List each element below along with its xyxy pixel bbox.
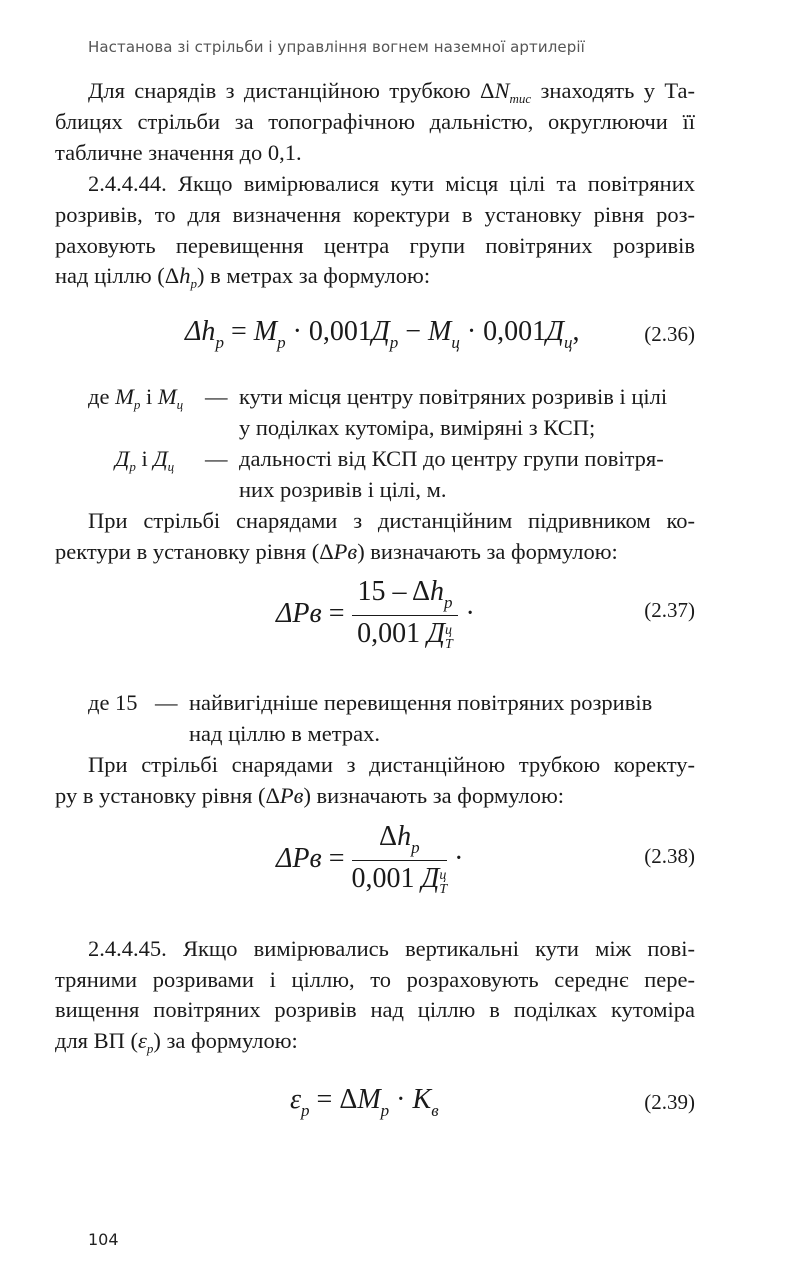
page-number: 104: [88, 1230, 119, 1249]
definition-text: у поділках кутоміра, виміряні з КСП;: [239, 415, 596, 440]
definition-text: дальності від КСП до центру групи повітря-: [239, 446, 664, 471]
equation-number: (2.38): [644, 844, 695, 868]
equation-number: (2.39): [644, 1090, 695, 1114]
definition-term: де $M_р$ і $M_ц$: [88, 384, 184, 412]
formula-2-38: ΔPв = $\Delta h_р$ 0,001 Д ц Т ·: [276, 821, 464, 897]
paragraph-line: ректури в установку рівня (ΔPв) визначають за формулою:: [55, 539, 618, 564]
paragraph-line: над ціллю $(\Delta h_р)$ в метрах за формулою:: [55, 263, 431, 291]
paragraph-line: 2.4.4.44. Якщо вимірювалися кути місця цілі та повітряних: [88, 171, 695, 196]
running-header: Настанова зі стрільби і управління вогнем наземної артилерії: [88, 38, 585, 56]
fraction: $\Delta h_р$ 0,001 Д ц Т: [351, 821, 448, 897]
equation-number: (2.37): [644, 598, 695, 622]
paragraph-line: для ВП $(\varepsilon_р)$ за формулою:: [55, 1028, 298, 1056]
definition-text: кути місця центру повітряних розривів і цілі: [239, 384, 668, 409]
paragraph-line: табличне значення до 0,1.: [55, 140, 302, 165]
definition-text: найвигідніше перевищення повітряних розривів: [189, 690, 653, 715]
definition-term: де 15: [88, 690, 138, 715]
paragraph-line: розривів, то для визначення коректури в установку рівня роз-: [55, 202, 695, 227]
formula-2-37: ΔPв = $15 - \Delta h_р$ 0,001 Д ц Т ·: [276, 576, 475, 652]
definition-term: $Д_р$ і $Д_ц$: [115, 446, 175, 474]
paragraph-line: При стрільбі снарядами з дистанційною трубкою коректу-: [88, 752, 695, 777]
definition-dash: —: [155, 690, 178, 715]
definition-text: над ціллю в метрах.: [189, 721, 380, 746]
paragraph-line: Для снарядів з дистанційною трубкою $\Delta N_{тиc}$ знаходять у Та-: [88, 78, 696, 106]
paragraph-line: ру в установку рівня (ΔPв) визначають за формулою:: [55, 783, 565, 808]
formula-2-39: $\varepsilon_р = \Delta M_р \cdot K_в$: [290, 1084, 439, 1120]
formula-2-36: $\Delta h_р = M_р \cdot 0,001Д_р - M_ц \cdot 0,001Д_ц$,: [185, 316, 580, 352]
definition-text: них розривів і цілі, м.: [239, 477, 447, 502]
definition-dash: —: [205, 446, 228, 471]
paragraph-line: блицях стрільби за топографічною дальністю, округлюючи її: [55, 109, 695, 134]
equation-number: (2.36): [644, 322, 695, 346]
paragraph-line: 2.4.4.45. Якщо вимірювались вертикальні кути між пові-: [88, 936, 695, 961]
fraction: $15 - \Delta h_р$ 0,001 Д ц Т: [352, 576, 459, 652]
definition-dash: —: [205, 384, 228, 409]
paragraph-line: тряними розривами і ціллю, то розраховують середнє пере-: [55, 967, 695, 992]
paragraph-line: раховують перевищення центра групи повітряних розривів: [55, 233, 695, 258]
paragraph-line: При стрільбі снарядами з дистанційним підривником ко-: [88, 508, 695, 533]
paragraph-line: вищення повітряних розривів над ціллю в поділках кутоміра: [55, 997, 695, 1022]
